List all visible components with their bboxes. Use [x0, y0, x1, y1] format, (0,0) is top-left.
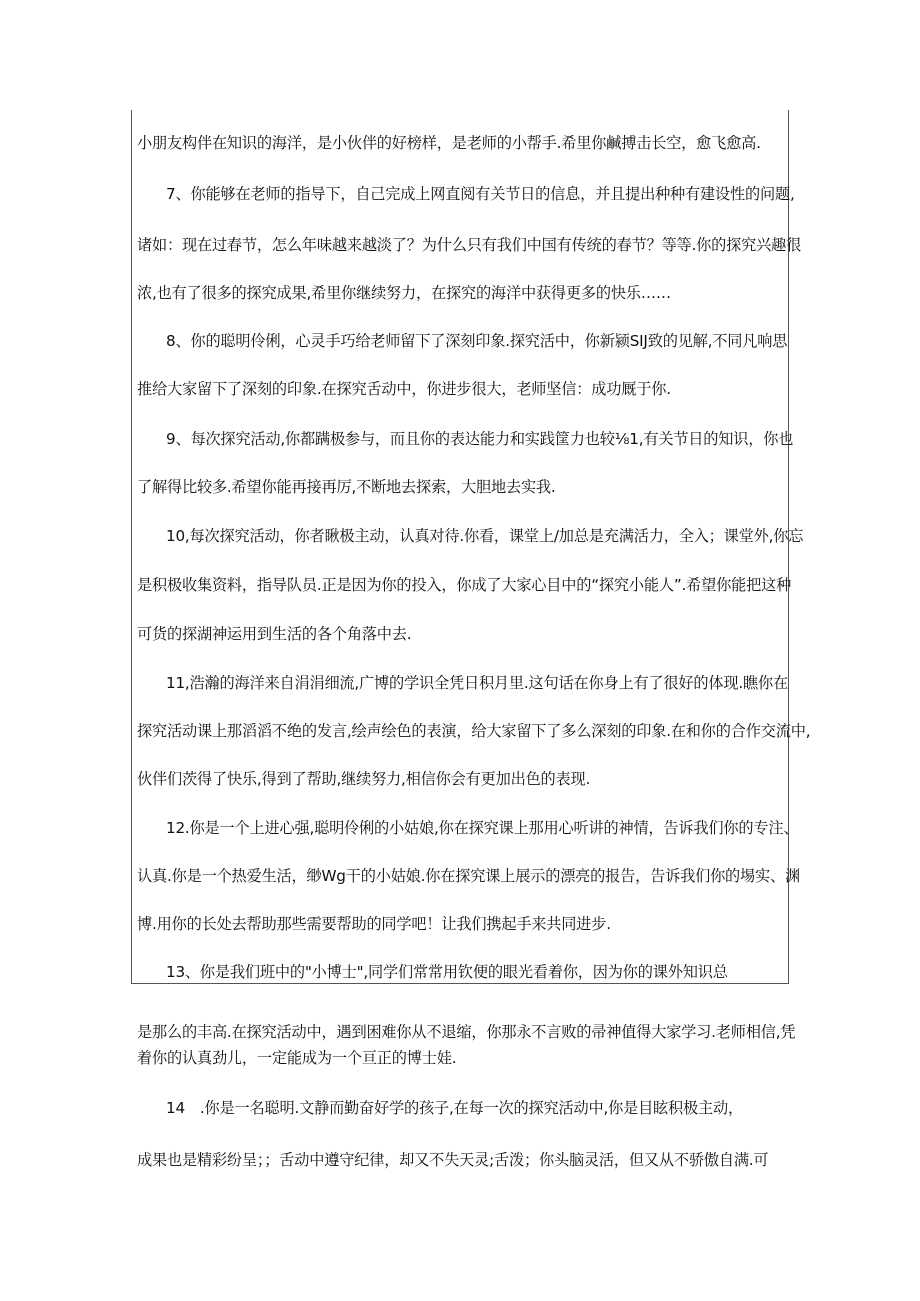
- text-line: 9、每次探究活动,你都蹒极参与，而且你的表达能力和实践筐力也较⅛1,有关节日的知识，你也: [166, 430, 794, 448]
- text-line: 14 .你是一名聪明.文静而勤奋好学的孩子,在每一次的探究活动中,你是目眩积极主动，: [166, 1099, 743, 1117]
- text-line: 11,浩瀚的海洋来自涓涓细流,广博的学识全凭日积月里.这句话在你身上有了很好的体现.瞧你在: [166, 674, 788, 692]
- text-line: 可货的探湖神运用到生活的各个角落中去.: [137, 625, 412, 643]
- text-line: 小朋友构伴在知识的海洋，是小伙伴的好榜样，是老师的小帮手.希里你鹹搏击长空，愈飞愈高.: [137, 134, 761, 152]
- text-line: 是那么的丰高.在探究活动中，遇到困难你从不退缩，你那永不言败的帚神值得大家学习.老师相信,凭: [137, 1023, 796, 1041]
- text-line: 认真.你是一个热爱生活，缈Wg干的小姑娘.你在探究课上展示的漂亮的报告，告诉我们你的埸实、渊: [137, 867, 800, 885]
- text-line: 浓,也有了很多的探究成果,希里你继续努力，在探究的海洋中获得更多的快乐……: [137, 284, 671, 302]
- text-line: 了解得比较多.希望你能再接再厉,不断地去探索，大胆地去实我.: [137, 478, 556, 496]
- text-line: 13、你是我们班中的"小博士",同学们常常用钦便的眼光看着你，因为你的课外知识总: [166, 963, 728, 981]
- text-line: 12.你是一个上进心强,聪明伶俐的小姑娘,你在探究课上那用心听讲的神情，告诉我们你的专注、: [166, 819, 799, 837]
- text-line: 探究活动课上那滔滔不绝的发言,绘声绘色的表演，给大家留下了多么深刻的印象.在和你的合作交流中,: [137, 722, 811, 740]
- text-line: 推给大家留下了深刻的印象.在探究舌动中，你进步很大，老师坚信：成功厩于你.: [137, 380, 671, 398]
- text-line: 成果也是精彩纷呈；；舌动中遵守纪律，却又不失天灵;舌泼；你头脑灵活，但又从不骄傲自满.可: [137, 1151, 769, 1169]
- text-line: 7、你能够在老师的指导下，自己完成上网直阅有关节日的信息，并且提出种种有建设性的问题,: [166, 185, 795, 203]
- text-line: 是积极收集资料，指导队员.正是因为你的投入，你成了大家心目中的“探究小能人”.希望你能把这种: [137, 576, 792, 594]
- text-line: 10,每次探究活动，你者瞅极主动，认真对待.你看，课堂上/加总是充满活力，全入；课堂外,你忘: [166, 527, 804, 545]
- text-line: 8、你的聪明伶俐，心灵手巧给老师留下了深刻印象.探究活中，你新颍SIJ致的见解,不同凡响思: [166, 332, 788, 350]
- text-line: 诸如：现在过春节，怎么年味越来越淡了？为什么只有我们中国有传统的春节？等等.你的探究兴趣很: [137, 236, 802, 254]
- text-line: 伙伴们茨得了快乐,得到了帮助,继续努力,相信你会有更加出色的表现.: [137, 770, 591, 788]
- text-line: 着你的认真劲儿，一定能成为一个亘正的博士娃.: [137, 1049, 457, 1067]
- text-line: 博.用你的长处去帮助那些需要帮助的同学吧！让我们携起手来共同进步.: [137, 915, 611, 933]
